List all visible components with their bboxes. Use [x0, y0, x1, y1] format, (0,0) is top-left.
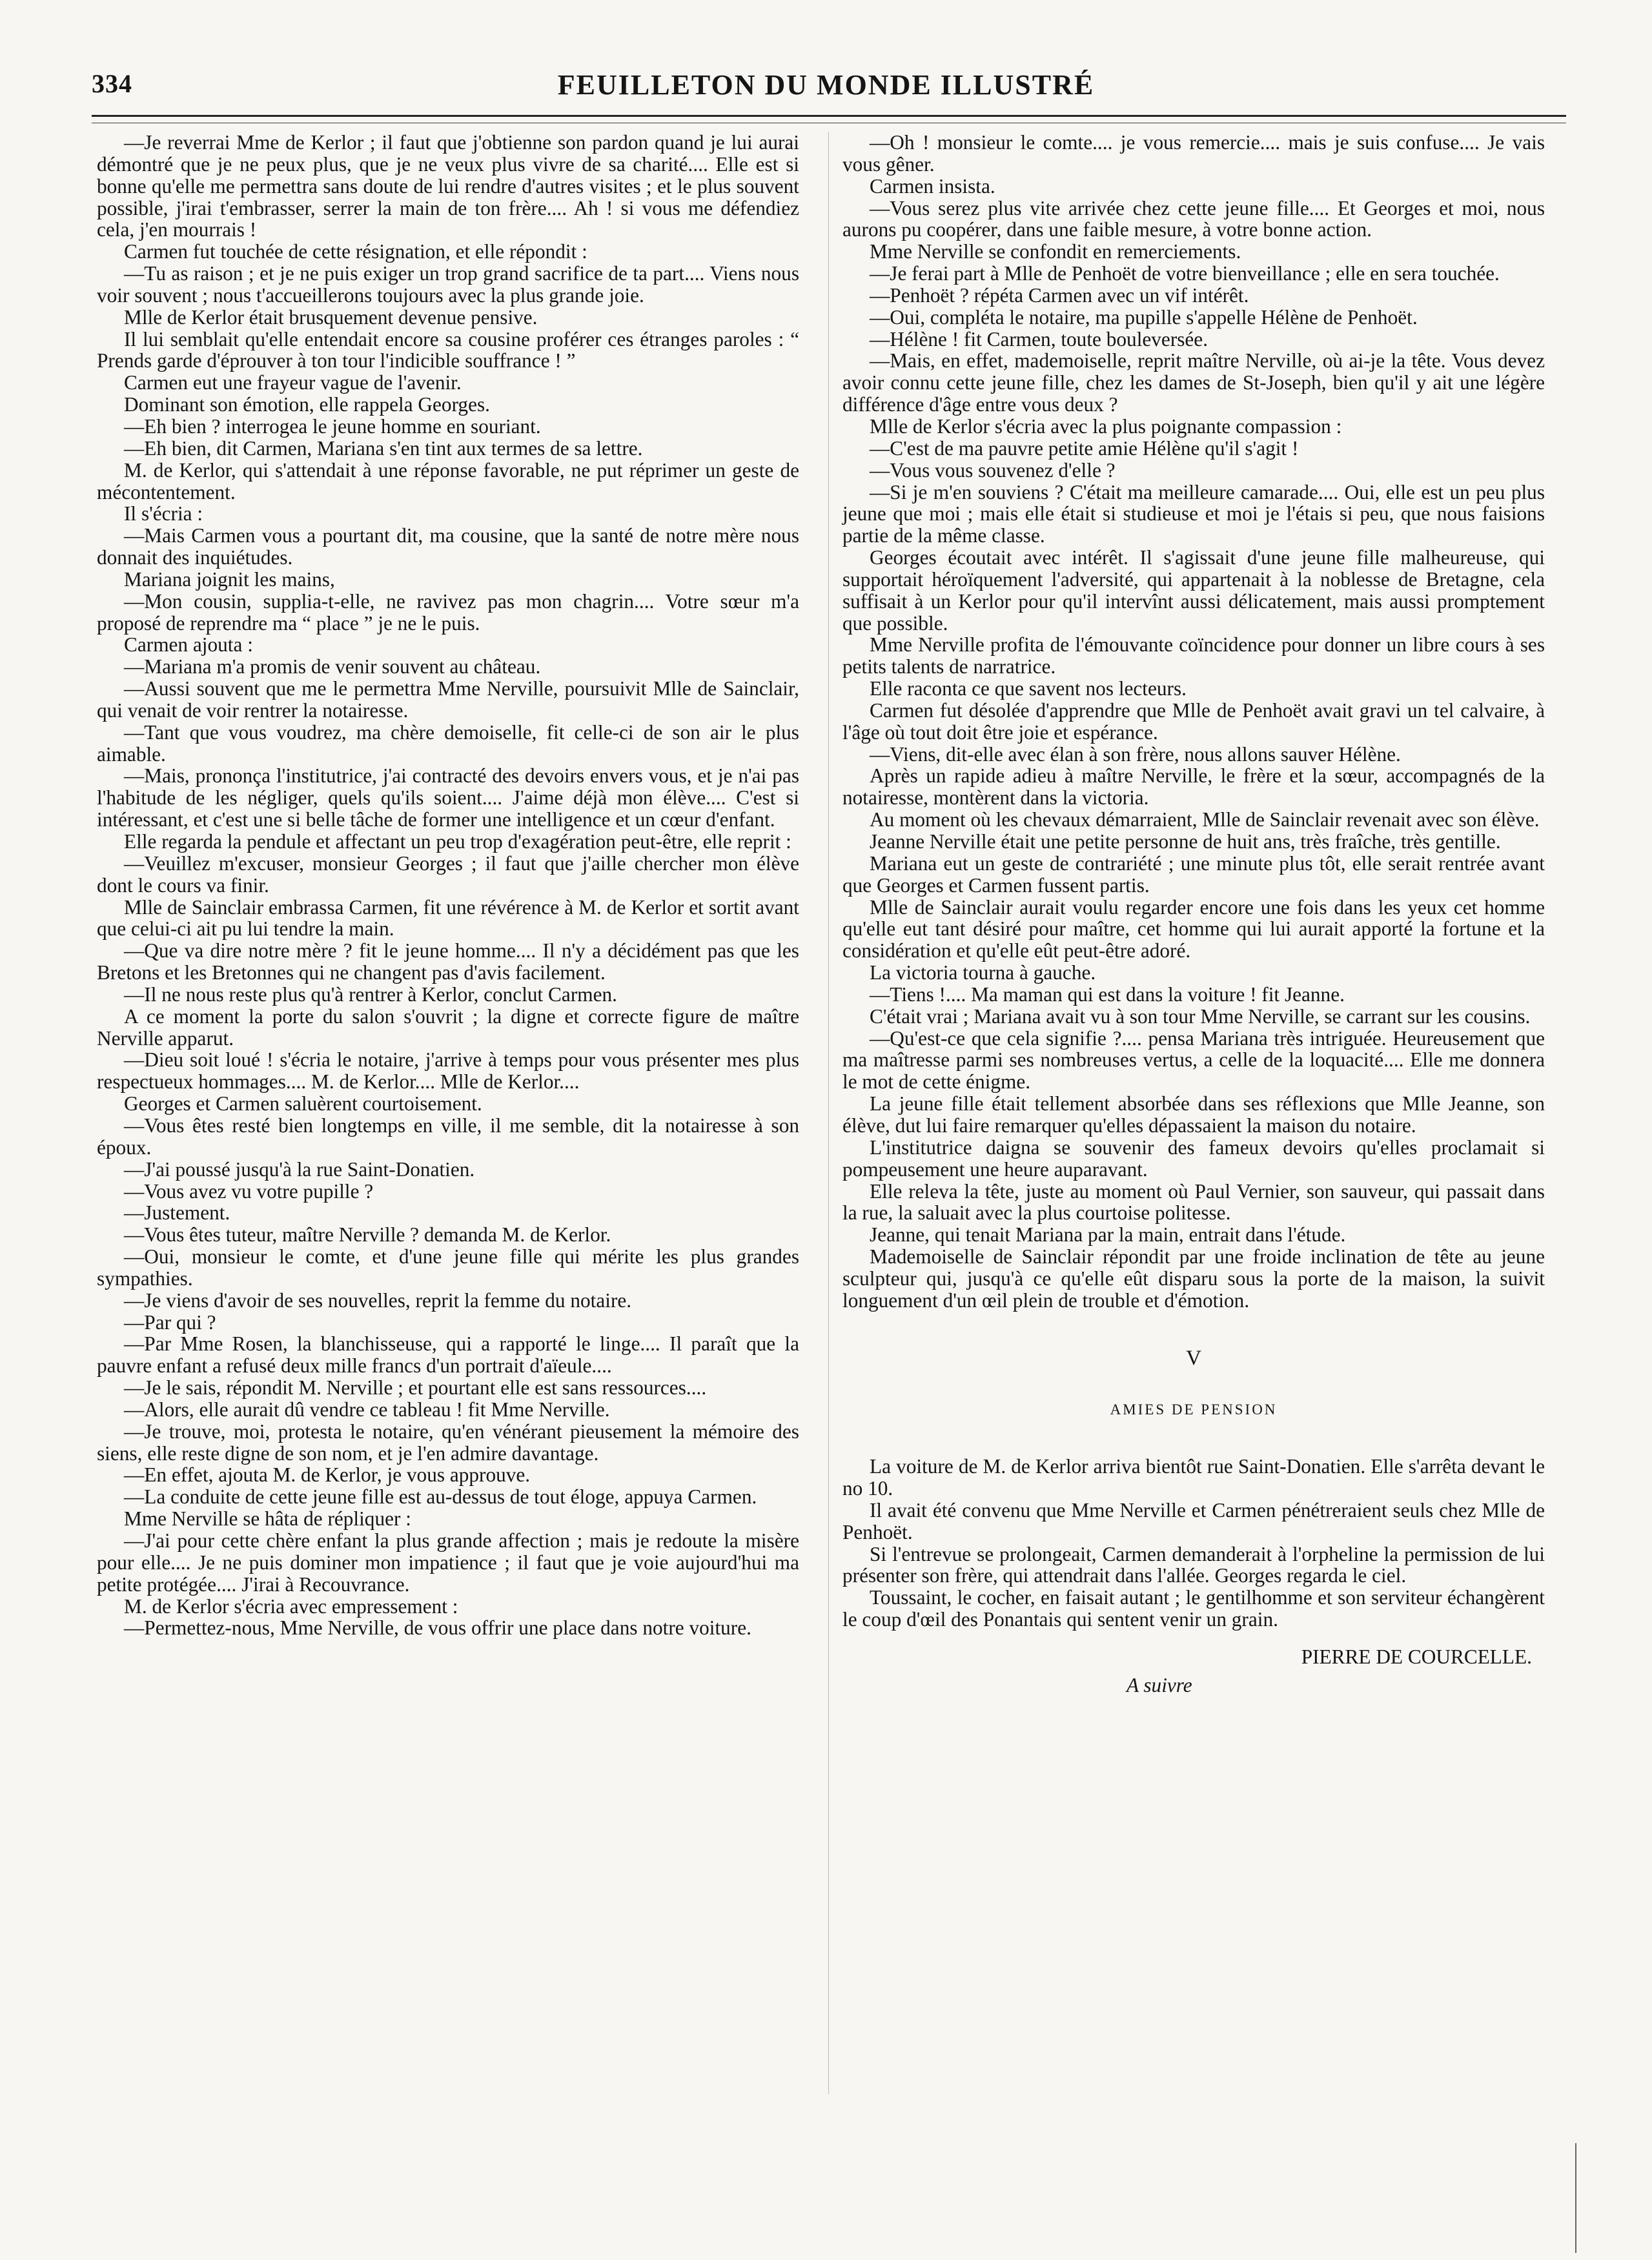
paragraph: Au moment où les chevaux démarraient, Mlle de Sainclair revenait avec son élève. [870, 808, 1540, 831]
paragraph: —Qu'est-ce que cela signifie ?.... pensa Mariana très intriguée. Heureusement que ma maîtresse parmi ses nombreuses vertus, a celle de la loquacité.... Elle me donnera le mot de cette énigme. [842, 1026, 1545, 1094]
paragraph: —Oui, monsieur le comte, et d'une jeune fille qui mérite les plus grandes sympathies. [97, 1245, 799, 1290]
paragraph: —Alors, elle aurait dû vendre ce tableau ! fit Mme Nerville. [124, 1398, 610, 1421]
paragraph: Si l'entrevue se prolongeait, Carmen demanderait à l'orpheline la permission de lui présenter son frère, qui attendrait dans l'allée. Georges regarda le ciel. [842, 1542, 1545, 1587]
paragraph: Elle raconta ce que savent nos lecteurs. [870, 677, 1187, 700]
paragraph: A ce moment la porte du salon s'ouvrit ; la digne et correcte figure de maître Nerville apparut. [97, 1004, 799, 1050]
paragraph: L'institutrice daigna se souvenir des fameux devoirs qu'elles proclamait si pompeusement une heure auparavant. [842, 1135, 1545, 1181]
paragraph: —Par Mme Rosen, la blanchisseuse, qui a rapporté le linge.... Il paraît que la pauvre enfant a refusé deux mille francs d'un portrait d'aïeule.... [97, 1332, 799, 1378]
author-signature: PIERRE DE COURCELLE. [1301, 1645, 1532, 1668]
paragraph: Carmen insista. [870, 174, 995, 198]
paragraph: Georges et Carmen saluèrent courtoisement. [124, 1092, 482, 1115]
paragraph: —Mais, prononça l'institutrice, j'ai contracté des devoirs envers vous, et je n'ai pas l'habitude de les négliger, quels qu'ils soient.... J'aime déjà mon élève.... C'est si intéressant, et c'est une si belle tâche de former une intelligence et un cœur d'enfant. [97, 764, 799, 831]
paragraph: Carmen fut désolée d'apprendre que Mlle de Penhoët avait gravi un tel calvaire, à l'âge où tout doit être joie et espérance. [842, 698, 1545, 744]
paragraph: Toussaint, le cocher, en faisait autant ; le gentilhomme et son serviteur échangèrent le coup d'œil des Ponantais qui sentent venir un grain. [842, 1586, 1545, 1631]
paragraph: Mariana eut un geste de contrariété ; une minute plus tôt, elle serait rentrée avant que Georges et Carmen fussent partis. [842, 851, 1545, 897]
paragraph: —Viens, dit-elle avec élan à son frère, nous allons sauver Hélène. [870, 742, 1401, 766]
paragraph: Après un rapide adieu à maître Nerville, le frère et la sœur, accompagnés de la notairesse, montèrent dans la victoria. [842, 764, 1545, 809]
paragraph: Il lui semblait qu'elle entendait encore sa cousine proférer ces étranges paroles : “ Prends garde d'éprouver à ton tour l'indicible souffrance ! ” [97, 327, 799, 372]
paragraph: Mariana joignit les mains, [124, 567, 335, 591]
paragraph: —Eh bien ? interrogea le jeune homme en souriant. [124, 414, 541, 438]
paragraph: Mme Nerville se confondit en remerciements. [870, 240, 1241, 263]
paragraph: Dominant son émotion, elle rappela Georges. [124, 393, 490, 416]
paragraph: Carmen ajouta : [124, 633, 253, 657]
paragraph: —Mon cousin, supplia-t-elle, ne ravivez pas mon chagrin.... Votre sœur m'a proposé de reprendre ma “ place ” je ne le puis. [97, 589, 799, 635]
paragraph: —Je viens d'avoir de ses nouvelles, reprit la femme du notaire. [124, 1288, 632, 1312]
paragraph: M. de Kerlor, qui s'attendait à une réponse favorable, ne put réprimer un geste de mécontentement. [97, 458, 799, 504]
paragraph: Mme Nerville se hâta de répliquer : [124, 1507, 411, 1531]
paragraph: —Vous êtes tuteur, maître Nerville ? demanda M. de Kerlor. [124, 1223, 611, 1247]
header-rule [92, 115, 1566, 117]
paragraph: —Mariana m'a promis de venir souvent au château. [124, 655, 541, 678]
chapter-title: AMIES DE PENSION [1110, 1401, 1278, 1418]
paragraph: —Tiens !.... Ma maman qui est dans la voiture ! fit Jeanne. [870, 982, 1345, 1006]
paragraph: Il avait été convenu que Mme Nerville et Carmen pénétreraient seuls chez Mlle de Penhoët. [842, 1498, 1545, 1543]
paragraph: Mademoiselle de Sainclair répondit par une froide inclination de tête au jeune sculpteur qui, jusqu'à ce qu'elle eût disparu sous la porte de la maison, la suivit longuement d'un œil plein de trouble et d'émotion. [842, 1245, 1545, 1312]
paragraph: Mlle de Kerlor était brusquement devenue pensive. [124, 305, 538, 329]
paragraph: —Je trouve, moi, protesta le notaire, qu'en vénérant pieusement la mémoire des siens, elle reste digne de son nom, et je l'en admire davantage. [97, 1420, 799, 1465]
paragraph: —Eh bien, dit Carmen, Mariana s'en tint aux termes de sa lettre. [124, 436, 643, 460]
paragraph: —Mais Carmen vous a pourtant dit, ma cousine, que la santé de notre mère nous donnait des inquiétudes. [97, 524, 799, 569]
left-column [97, 132, 799, 1639]
paragraph: Jeanne, qui tenait Mariana par la main, entrait dans l'étude. [870, 1223, 1346, 1247]
right-column [842, 132, 1545, 1696]
paragraph: Elle regarda la pendule et affectant un peu trop d'exagération peut-être, elle reprit : [124, 830, 791, 853]
paragraph: —Vous serez plus vite arrivée chez cette jeune fille.... Et Georges et moi, nous aurons pu coopérer, dans une faible mesure, à votre bonne action. [842, 196, 1545, 241]
paragraph: —Penhoët ? répéta Carmen avec un vif intérêt. [870, 283, 1249, 307]
paragraph: M. de Kerlor s'écria avec empressement : [124, 1594, 458, 1618]
paragraph: —Dieu soit loué ! s'écria le notaire, j'arrive à temps pour vous présenter mes plus respectueux hommages.... M. de Kerlor.... Mlle de Kerlor.... [97, 1048, 799, 1094]
paragraph: —Je ferai part à Mlle de Penhoët de votre bienveillance ; elle en sera touchée. [870, 262, 1500, 285]
paragraph: —Par qui ? [124, 1310, 216, 1334]
paragraph: —Hélène ! fit Carmen, toute bouleversée. [870, 327, 1208, 351]
paragraph: —La conduite de cette jeune fille est au-dessus de tout éloge, appuya Carmen. [124, 1485, 757, 1509]
paragraph: —Aussi souvent que me le permettra Mme Nerville, poursuivit Mlle de Sainclair, qui venait de voir rentrer la notairesse. [97, 677, 799, 722]
paragraph: —Vous avez vu votre pupille ? [124, 1179, 374, 1203]
paragraph: —Oui, compléta le notaire, ma pupille s'appelle Hélène de Penhoët. [870, 305, 1418, 329]
paragraph: Mlle de Sainclair embrassa Carmen, fit une révérence à M. de Kerlor et sortit avant que celui-ci ait pu lui tendre la main. [97, 895, 799, 941]
paragraph: La victoria tourna à gauche. [870, 961, 1096, 984]
paragraph: —C'est de ma pauvre petite amie Hélène qu'il s'agit ! [870, 436, 1299, 460]
paragraph: —Tu as raison ; et je ne puis exiger un trop grand sacrifice de ta part.... Viens nous voir souvent ; nous t'accueillerons toujours avec la plus grande joie. [97, 262, 799, 307]
paragraph: Mme Nerville profita de l'émouvante coïncidence pour donner un libre cours à ses petits talents de narratrice. [842, 633, 1545, 678]
paragraph: —Il ne nous reste plus qu'à rentrer à Kerlor, conclut Carmen. [124, 982, 617, 1006]
page-header-title: FEUILLETON DU MONDE ILLUSTRÉ [557, 69, 1095, 101]
paragraph: Georges écoutait avec intérêt. Il s'agissait d'une jeune fille malheureuse, qui supportait héroïquement l'adversité, qui appartenait à la noblesse de Bretagne, cela suffisait à un Kerlor pour qu'il intervînt aussi délicatement, mais aussi promptement que possible. [842, 546, 1545, 635]
paragraph: —J'ai poussé jusqu'à la rue Saint-Donatien. [124, 1157, 475, 1181]
paragraph: La voiture de M. de Kerlor arriva bientôt rue Saint-Donatien. Elle s'arrêta devant le no 10. [842, 1455, 1545, 1500]
paragraph: La jeune fille était tellement absorbée dans ses réflexions que Mlle Jeanne, son élève, dut lui faire remarquer qu'elles dépassaient la maison du notaire. [842, 1092, 1545, 1137]
paragraph: —Permettez-nous, Mme Nerville, de vous offrir une place dans notre voiture. [124, 1616, 751, 1640]
paragraph: Jeanne Nerville était une petite personne de huit ans, très fraîche, très gentille. [870, 830, 1501, 853]
paragraph: —Veuillez m'excuser, monsieur Georges ; il faut que j'aille chercher mon élève dont le cours va finir. [97, 851, 799, 897]
paragraph: Mlle de Kerlor s'écria avec la plus poignante compassion : [870, 414, 1342, 438]
paragraph: —J'ai pour cette chère enfant la plus grande affection ; mais je redoute la misère pour elle.... Je ne puis dominer mon impatience ; il faut que je voie aujourd'hui ma petite protégée.... J'irai à Recouvrance. [97, 1529, 799, 1596]
paragraph: —Si je m'en souviens ? C'était ma meilleure camarade.... Oui, elle est un peu plus jeune que moi ; mais elle était si studieuse et moi je l'étais si peu, que nous faisions partie de la même classe. [842, 480, 1545, 547]
paragraph: —Justement. [124, 1201, 230, 1225]
paragraph: —En effet, ajouta M. de Kerlor, je vous approuve. [124, 1463, 531, 1487]
paragraph: Carmen eut une frayeur vague de l'avenir. [124, 371, 462, 394]
paragraph: —Je reverrai Mme de Kerlor ; il faut que j'obtienne son pardon quand je lui aurai démontré que je ne peux plus, que je ne veux plus vivre de sa charité.... Elle est si bonne qu'elle me permettra sans doute de lui rendre d'autres visites ; et le plus souvent possible, j'irai t'embrasser, serrer la main de ton frère.... Ah ! si vous me défendiez cela, j'en mourrais ! [97, 131, 799, 241]
chapter-number: V [1186, 1346, 1201, 1370]
paragraph: C'était vrai ; Mariana avait vu à son tour Mme Nerville, se carrant sur les cousins. [870, 1004, 1531, 1028]
paragraph: —Vous êtes resté bien longtemps en ville, il me semble, dit la notairesse à son époux. [97, 1114, 799, 1159]
margin-mark [1575, 2143, 1576, 2253]
paragraph: —Je le sais, répondit M. Nerville ; et pourtant elle est sans ressources.... [124, 1376, 707, 1400]
paragraph: —Oh ! monsieur le comte.... je vous remercie.... mais je suis confuse.... Je vais vous gêner. [842, 131, 1545, 176]
paragraph: —Tant que vous voudrez, ma chère demoiselle, fit celle-ci de son air le plus aimable. [97, 720, 799, 766]
paragraph: —Que va dire notre mère ? fit le jeune homme.... Il n'y a décidément pas que les Bretons et les Bretonnes qui ne changent pas d'avis facilement. [97, 939, 799, 984]
page-number: 334 [92, 69, 132, 98]
paragraph: —Mais, en effet, mademoiselle, reprit maître Nerville, où ai-je la tête. Vous devez avoir connu cette jeune fille, chez les dames de St-Joseph, bien qu'il y ait une légère différence d'âge entre vous deux ? [842, 349, 1545, 416]
paragraph: —Vous vous souvenez d'elle ? [870, 458, 1116, 482]
paragraph: Mlle de Sainclair aurait voulu regarder encore une fois dans les yeux cet homme qu'elle eut tant désiré pour maître, cet homme qui lui aurait apporté la fortune et la considération et qu'elle eût peut-être adoré. [842, 895, 1545, 962]
to-be-continued: A suivre [1127, 1673, 1192, 1696]
paragraph: Elle releva la tête, juste au moment où Paul Vernier, son sauveur, qui passait dans la rue, la saluait avec la plus courtoise politesse. [842, 1179, 1545, 1225]
paragraph: Carmen fut touchée de cette résignation, et elle répondit : [124, 240, 587, 263]
column-divider [828, 132, 829, 2094]
paragraph: Il s'écria : [124, 502, 203, 525]
